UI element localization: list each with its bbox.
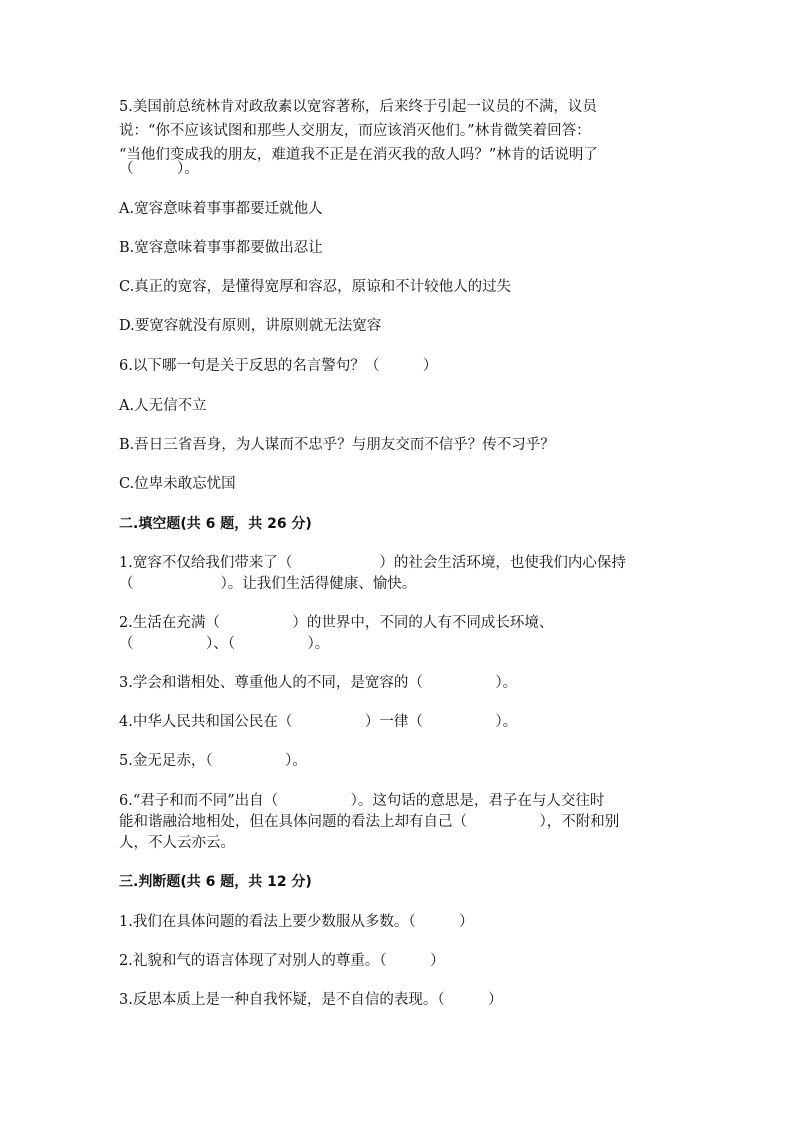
- q5-stem-line-2: 说：“你不应该试图和那些人交朋友，而应该消灭他们。”林肯微笑着回答：: [119, 123, 591, 139]
- q5-stem-line-3: “当他们变成我的朋友，难道我不正是在消灭我的敌人吗？”林肯的话说明了: [119, 147, 598, 163]
- q6-stem: 6.以下哪一句是关于反思的名言警句？（ ）: [119, 358, 438, 374]
- q5-stem-line-4: （ ）。: [119, 161, 199, 177]
- judge-q2: 2.礼貌和气的语言体现了对别人的尊重。（ ）: [119, 953, 445, 969]
- section-fill-in-title: 二.填空题(共 6 题，共 26 分): [119, 516, 312, 532]
- q5-option-b: B.宽容意味着事事都要做出忍让: [119, 240, 323, 256]
- fill-q4: 4.中华人民共和国公民在（ ）一律（ ）。: [119, 714, 518, 730]
- judge-q1: 1.我们在具体问题的看法上要少数服从多数。（ ）: [119, 914, 474, 930]
- judge-q3: 3.反思本质上是一种自我怀疑，是不自信的表现。（ ）: [119, 992, 503, 1008]
- fill-q6-line-3: 人，不人云亦云。: [119, 835, 235, 851]
- q5-option-c: C.真正的宽容，是懂得宽厚和容忍，原谅和不计较他人的过失: [119, 279, 512, 295]
- section-judgement-title: 三.判断题(共 6 题，共 12 分): [119, 874, 312, 890]
- fill-q1-line-1: 1.宽容不仅给我们带来了（ ）的社会生活环境，也使我们内心保持: [119, 555, 626, 571]
- q5-option-a: A.宽容意味着事事都要迁就他人: [119, 201, 323, 217]
- q6-option-a: A.人无信不立: [119, 398, 207, 414]
- fill-q2-line-2: （ ）、（ ）。: [119, 636, 330, 652]
- q5-option-d: D.要宽容就没有原则，讲原则就无法宽容: [119, 318, 382, 334]
- q6-option-c: C.位卑未敢忘忧国: [119, 476, 236, 492]
- q6-option-b: B.吾日三省吾身，为人谋而不忠乎？与朋友交而不信乎？传不习乎？: [119, 437, 555, 453]
- fill-q6-line-1: 6.“君子和而不同”出自（ ）。这句话的意思是，君子在与人交往时: [119, 793, 605, 809]
- q5-stem-line-1: 5.美国前总统林肯对政敌素以宽容著称，后来终于引起一议员的不满，议员: [119, 99, 597, 115]
- fill-q5: 5.金无足赤，（ ）。: [119, 753, 307, 769]
- fill-q1-line-2: （ ）。让我们生活得健康、愉快。: [119, 576, 417, 592]
- fill-q2-line-1: 2.生活在充满（ ）的世界中，不同的人有不同成长环境、: [119, 615, 554, 631]
- fill-q3: 3.学会和谐相处、尊重他人的不同，是宽容的（ ）。: [119, 675, 518, 691]
- fill-q6-line-2: 能和谐融洽地相处，但在具体问题的看法上却有自己（ ），不附和别: [119, 814, 620, 830]
